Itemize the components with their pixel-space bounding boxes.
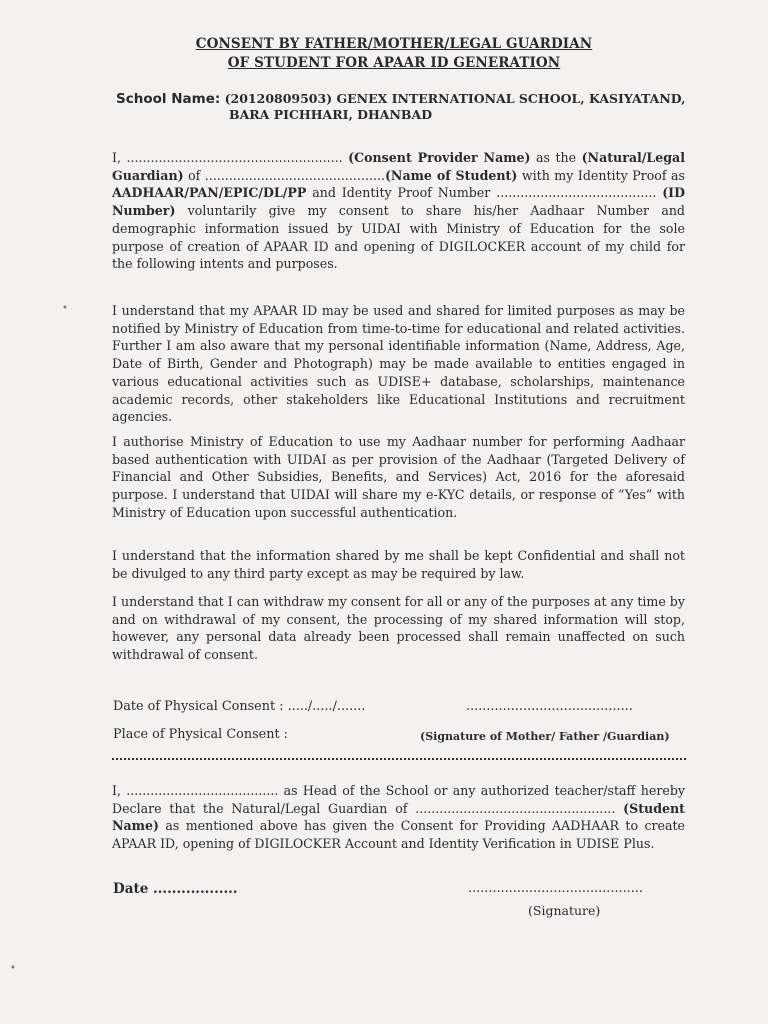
text-run: I, ...................................... as Head of the School or any authorized teacher/staff hereby Declare that the Natural/Legal Guardian of ..................................................	[112, 783, 685, 816]
form-title-line-1: CONSENT BY FATHER/MOTHER/LEGAL GUARDIAN	[195, 36, 593, 52]
scan-speck: •	[62, 303, 68, 314]
date-of-physical-consent: Date of Physical Consent : ...../...../.......	[113, 699, 366, 714]
form-title-line-2: OF STUDENT FOR APAAR ID GENERATION	[227, 55, 561, 71]
scan-speck: •	[10, 963, 16, 974]
text-run: I, ......................................................	[112, 150, 349, 165]
text-run: of .............................................	[183, 167, 385, 183]
text-run: as mentioned above has given the Consent for Providing AADHAAR to create APAAR ID, opening of DIGILOCKER Account and Identity Verification in UDISE Plus.	[112, 818, 685, 852]
school-name-block	[116, 91, 716, 123]
consent-paragraph-2: I understand that my APAAR ID may be used and shared for limited purposes as may be notified by Ministry of Education from time-to-time for educational and related activities. Further I am also aware that my personal identifiable information (Name, Address, Age, Date of Birth, Gender and Photograph) may be made available to entities engaged in various educational activities such as UDISE+ database, scholarships, maintenance academic records, other stakeholders like Educational Institutions and recruitment agencies.	[112, 303, 685, 425]
school-name-line-2: BARA PICHHARI, DHANBAD	[229, 107, 433, 122]
guardian-type-label: (Natural/Legal Guardian)	[112, 150, 685, 183]
text-run: and Identity Proof Number ........................................	[306, 185, 663, 201]
guardian-signature-label: (Signature of Mother/ Father /Guardian)	[420, 730, 670, 743]
text-run: with my Identity Proof as	[517, 167, 685, 183]
declaration-date: Date ..................	[113, 881, 238, 897]
consent-paragraph-1	[112, 149, 685, 273]
consent-paragraph-4: I understand that the information shared by me shall be kept Confidential and shall not be divulged to any third party except as may be required by law.	[112, 548, 685, 581]
id-number-field: (ID Number)	[112, 185, 685, 219]
place-of-physical-consent: Place of Physical Consent :	[113, 727, 288, 742]
head-of-school-declaration	[112, 782, 685, 853]
school-name-label: School Name:	[116, 91, 221, 107]
section-divider	[112, 758, 686, 760]
consent-paragraph-3: I authorise Ministry of Education to use my Aadhaar number for performing Aadhaar based authentication with UIDAI as per provision of the Aadhaar (Targeted Delivery of Financial and Other Subsidies, Benefits, and Services) Act, 2016 for the aforesaid purpose. I understand that UIDAI will share my e-KYC details, or response of “Yes” with Ministry of Education upon successful authentication.	[112, 434, 685, 520]
head-signature-line: ...........................................	[468, 881, 643, 896]
school-name-line-1: (20120809503) GENEX INTERNATIONAL SCHOOL, KASIYATAND,	[224, 91, 686, 106]
head-signature-label: (Signature)	[528, 903, 601, 918]
guardian-signature-line: .........................................	[466, 699, 633, 714]
student-name-label: (Student Name)	[112, 800, 685, 834]
consent-provider-name-field: (Consent Provider Name)	[348, 150, 531, 165]
id-proof-types: AADHAAR/PAN/EPIC/DL/PP	[112, 185, 307, 201]
text-run: as the	[530, 150, 582, 165]
text-run: voluntarily give my consent to share his/her Aadhaar Number and demographic information issued by UIDAI with Ministry of Education for the sole purpose of creation of APAAR ID and opening of DIGILOCKER account of my child for the following intents and purposes.	[112, 203, 685, 272]
consent-paragraph-5: I understand that I can withdraw my consent for all or any of the purposes at any time by and on withdrawal of my consent, the processing of my shared information will stop, however, any personal data already been processed shall remain unaffected on such withdrawal of consent.	[112, 594, 685, 663]
student-name-field: (Name of Student)	[384, 167, 518, 183]
